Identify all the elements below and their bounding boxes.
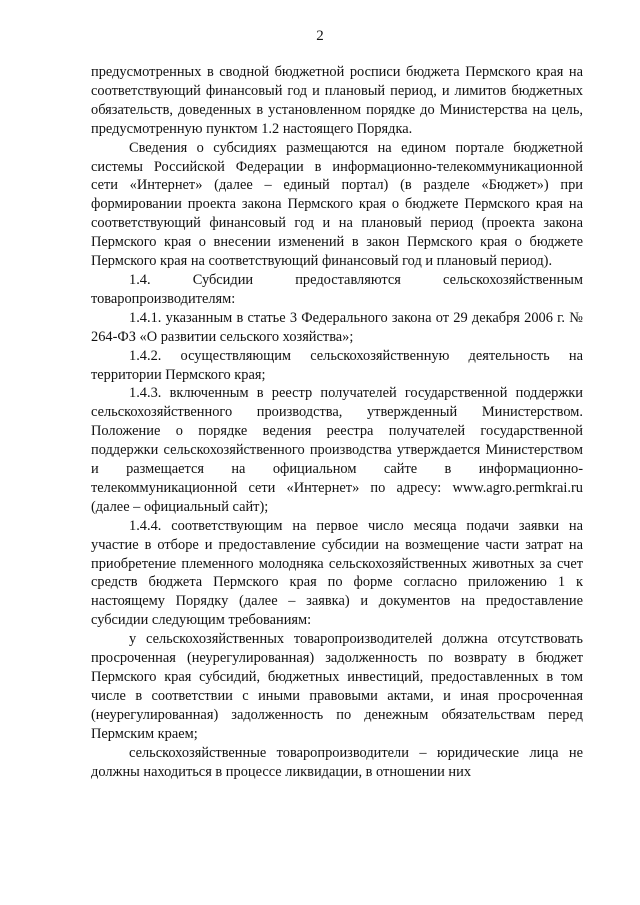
- document-body: [91, 63, 583, 781]
- paragraph-1-4-3: 1.4.3. включенным в реестр получателей государственной поддержки сельскохозяйственного производства, утвержденный Министерством. Положение о порядке ведения реестра получателей государственной поддержки сельскохозяйственного производства утверждается Министерством и размещается на официальном сайте в информационно-телекоммуникационной сети «Интернет» по адресу: www.agro.permkrai.ru (далее – официальный сайт);: [91, 385, 583, 515]
- paragraph-1-4-4: 1.4.4. соответствующим на первое число месяца подачи заявки на участие в отборе и предоставление субсидии на возмещение части затрат на приобретение племенного молодняка сельскохозяйственных животных за счет средств бюджета Пермского края по форме согласно приложению 1 к настоящему Порядку (далее – заявка) и документов на предоставление субсидии следующим требованиям:: [91, 517, 583, 629]
- paragraph-liquidation-requirement: сельскохозяйственные товаропроизводители – юридические лица не должны находиться в процессе ликвидации, в отношении них: [91, 744, 583, 780]
- paragraph-debt-requirement: у сельскохозяйственных товаропроизводителей должна отсутствовать просроченная (неурегулированная) задолженность по возврату в бюджет Пермского края субсидий, бюджетных инвестиций, предоставленных в том числе в соответствии с иными правовыми актами, и иная просроченная (неурегулированная) задолженность по денежным обязательствам перед Пермским краем;: [91, 631, 583, 742]
- paragraph-1-4-2: 1.4.2. осуществляющим сельскохозяйственную деятельность на территории Пермского края;: [91, 347, 583, 383]
- paragraph-1-4-1: 1.4.1. указанным в статье 3 Федерального закона от 29 декабря 2006 г. № 264-ФЗ «О развитии сельского хозяйства»;: [91, 309, 583, 345]
- paragraph-budget-limits: предусмотренных в сводной бюджетной росписи бюджета Пермского края на соответствующий финансовый год и плановый период, и лимитов бюджетных обязательств, доведенных в установленном порядке до Министерства на цель, предусмотренную пунктом 1.2 настоящего Порядка.: [91, 64, 583, 137]
- page-number: 2: [316, 28, 324, 44]
- paragraph-subsidy-info-portal: Сведения о субсидиях размещаются на едином портале бюджетной системы Российской Федерации в информационно-телекоммуникационной сети «Интернет» (далее – единый портал) (в разделе «Бюджет») при формировании проекта закона Пермского края о бюджете Пермского края на соответствующий финансовый год и на плановый период (проекта закона Пермского края о внесении изменений в закон Пермского края о бюджете Пермского края на соответствующий финансовый год и плановый период).: [91, 139, 583, 270]
- paragraph-1-4: 1.4. Субсидии предоставляются сельскохозяйственным товаропроизводителям:: [91, 271, 583, 307]
